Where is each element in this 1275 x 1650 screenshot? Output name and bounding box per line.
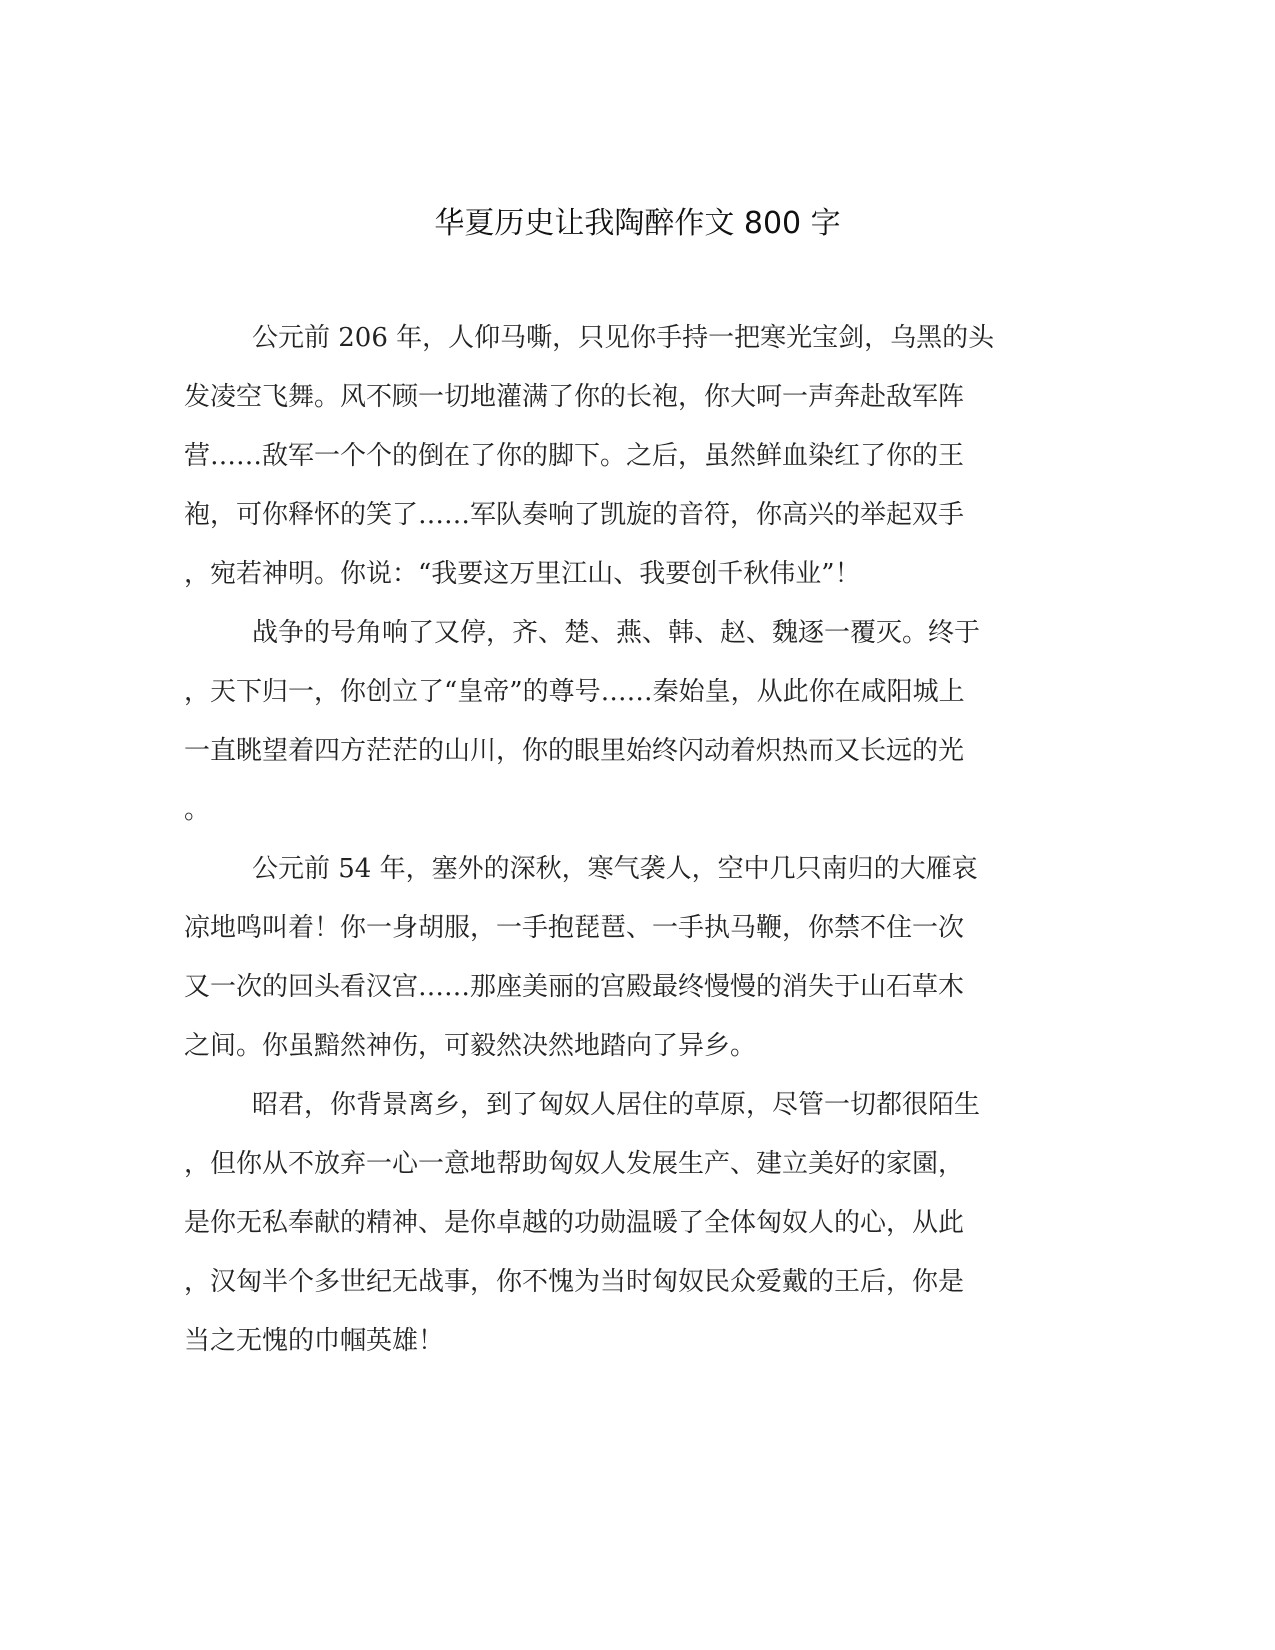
paragraph-1-line-1: 公元前 206 年，人仰马嘶，只见你手持一把寒光宝剑，乌黑的头	[252, 323, 995, 353]
paragraph-4-line-3: 是你无私奉献的精神、是你卓越的功勋温暖了全体匈奴人的心，从此	[184, 1208, 965, 1238]
paragraph-4-line-4: ，汉匈半个多世纪无战事，你不愧为当时匈奴民众爱戴的王后，你是	[184, 1267, 965, 1297]
paragraph-4-line-2: ，但你从不放弃一心一意地帮助匈奴人发展生产、建立美好的家園，	[184, 1149, 965, 1179]
paragraph-1-line-3: 营……敌军一个个的倒在了你的脚下。之后，虽然鲜血染红了你的王	[184, 441, 965, 471]
paragraph-3-line-3: 又一次的回头看汉宫……那座美丽的宫殿最终慢慢的消失于山石草木	[184, 972, 965, 1002]
paragraph-1-line-5: ，宛若神明。你说：“我要这万里江山、我要创千秋伟业”！	[184, 559, 861, 589]
paragraph-2-line-4: 。	[184, 795, 211, 825]
paragraph-4-line-1: 昭君，你背景离乡，到了匈奴人居住的草原，尽管一切都很陌生	[252, 1090, 981, 1120]
paragraph-3-line-2: 凉地鸣叫着！你一身胡服，一手抱琵琶、一手执马鞭，你禁不住一次	[184, 913, 965, 943]
document-title: 华夏历史让我陶醉作文 800 字	[434, 206, 841, 241]
paragraph-3-line-1: 公元前 54 年，塞外的深秋，寒气袭人，空中几只南归的大雁哀	[252, 854, 978, 884]
paragraph-2-line-2: ，天下归一，你创立了“皇帝”的尊号……秦始皇，从此你在咸阳城上	[184, 677, 965, 707]
paragraph-2-line-1: 战争的号角响了又停，齐、楚、燕、韩、赵、魏逐一覆灭。终于	[252, 618, 981, 648]
paragraph-2-line-3: 一直眺望着四方茫茫的山川，你的眼里始终闪动着炽热而又长远的光	[184, 736, 965, 766]
paragraph-4-line-5: 当之无愧的巾帼英雄！	[184, 1326, 445, 1356]
paragraph-3-line-4: 之间。你虽黯然神伤，可毅然决然地踏向了异乡。	[184, 1031, 757, 1061]
paragraph-1-line-4: 袍，可你释怀的笑了……军队奏响了凯旋的音符，你高兴的举起双手	[184, 500, 965, 530]
paragraph-1-line-2: 发凌空飞舞。风不顾一切地灌满了你的长袍，你大呵一声奔赴敌军阵	[184, 382, 965, 412]
